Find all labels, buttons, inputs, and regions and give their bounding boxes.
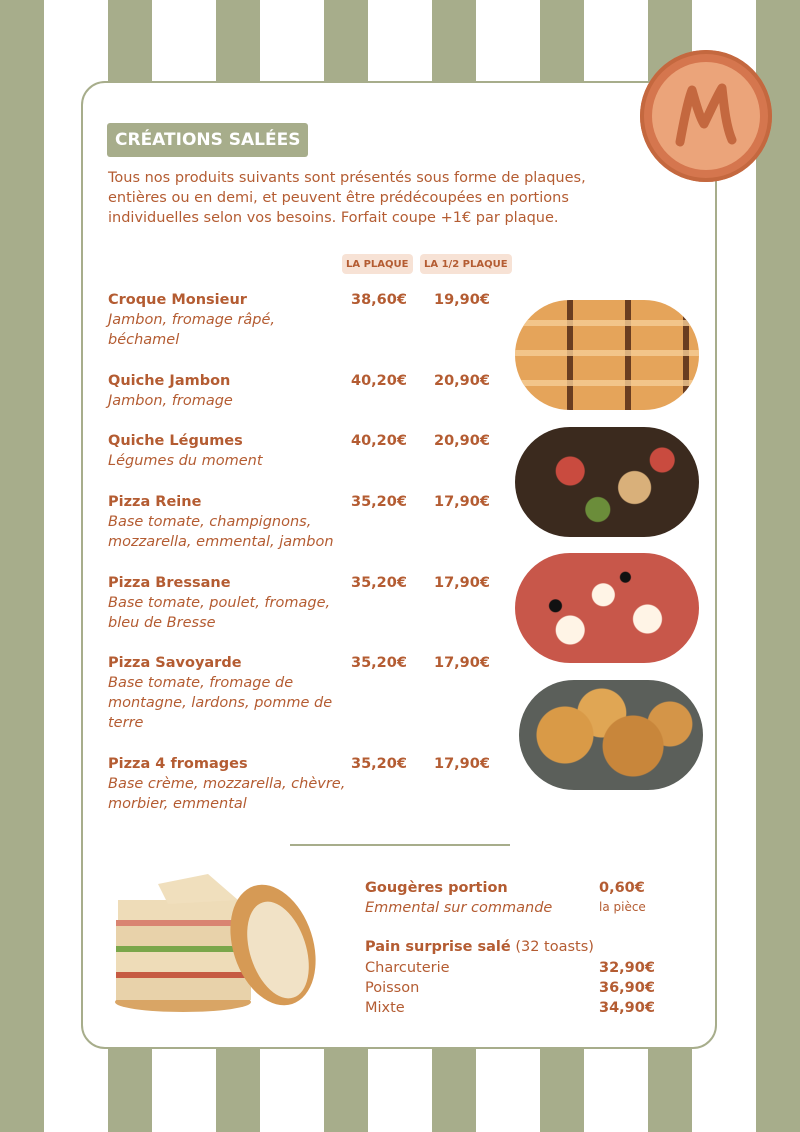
item-price-half: 17,90€ <box>434 655 490 671</box>
menu-item <box>108 653 348 733</box>
item-price-half: 19,90€ <box>434 292 490 308</box>
item-price-full: 35,20€ <box>351 756 407 772</box>
option-label: Charcuterie <box>365 960 450 976</box>
item-name: Quiche Légumes <box>108 433 243 449</box>
option-price: 36,90€ <box>599 980 655 996</box>
option-label: Mixte <box>365 1000 405 1016</box>
menu-item <box>108 371 348 411</box>
gougeres-photo <box>519 680 703 790</box>
pain-surprise-title <box>365 937 594 957</box>
pain-surprise-name: Pain surprise salé <box>365 939 511 955</box>
item-desc: Légumes du moment <box>108 453 263 469</box>
option-price: 32,90€ <box>599 960 655 976</box>
item-price-full: 35,20€ <box>351 655 407 671</box>
pizza-photo <box>515 553 699 663</box>
section-title: CRÉATIONS SALÉES <box>107 123 308 157</box>
item-price-full: 35,20€ <box>351 494 407 510</box>
gougeres-unit: la pièce <box>599 900 646 914</box>
croque-photo <box>515 300 699 410</box>
item-price-half: 20,90€ <box>434 373 490 389</box>
column-label-full: LA PLAQUE <box>342 254 413 274</box>
item-price-full: 40,20€ <box>351 433 407 449</box>
item-price-half: 17,90€ <box>434 756 490 772</box>
divider <box>290 844 510 846</box>
intro-text: Tous nos produits suivants sont présentés sous forme de plaques, entières ou en demi, et peuvent être prédécoupées en portions individuelles selon vos besoins. Forfait coupe +1€ par plaque. <box>108 170 586 226</box>
gougeres-price: 0,60€ <box>599 880 645 896</box>
item-price-full: 35,20€ <box>351 575 407 591</box>
logo-seal <box>640 50 772 182</box>
item-desc: Base tomate, poulet, fromage, bleu de Bresse <box>108 595 331 631</box>
menu-item <box>108 492 348 552</box>
menu-item <box>108 290 348 350</box>
gougeres-desc: Emmental sur commande <box>365 900 553 916</box>
menu-item <box>108 573 348 633</box>
menu-item <box>108 431 348 471</box>
option-label: Poisson <box>365 980 420 996</box>
item-price-half: 17,90€ <box>434 575 490 591</box>
pain-surprise-note: (32 toasts) <box>515 939 594 955</box>
item-desc: Base tomate, fromage de montagne, lardons, pomme de terre <box>108 675 333 731</box>
item-price-full: 38,60€ <box>351 292 407 308</box>
item-price-half: 20,90€ <box>434 433 490 449</box>
quiche-photo <box>515 427 699 537</box>
m-monogram-icon <box>666 76 746 156</box>
item-name: Pizza Bressane <box>108 575 231 591</box>
gougeres-name: Gougères portion <box>365 880 508 896</box>
item-desc: Jambon, fromage râpé, béchamel <box>108 312 276 348</box>
item-name: Pizza Savoyarde <box>108 655 242 671</box>
item-name: Quiche Jambon <box>108 373 231 389</box>
item-name: Croque Monsieur <box>108 292 247 308</box>
menu-item <box>108 754 348 814</box>
item-name: Pizza Reine <box>108 494 202 510</box>
option-price: 34,90€ <box>599 1000 655 1016</box>
item-price-half: 17,90€ <box>434 494 490 510</box>
item-price-full: 40,20€ <box>351 373 407 389</box>
item-desc: Base tomate, champignons, mozzarella, emmental, jambon <box>108 514 334 550</box>
item-desc: Jambon, fromage <box>108 393 233 409</box>
column-label-half: LA 1/2 PLAQUE <box>420 254 512 274</box>
item-name: Pizza 4 fromages <box>108 756 248 772</box>
item-desc: Base crème, mozzarella, chèvre, morbier, emmental <box>108 776 346 812</box>
pain-surprise-illustration <box>108 870 323 1015</box>
